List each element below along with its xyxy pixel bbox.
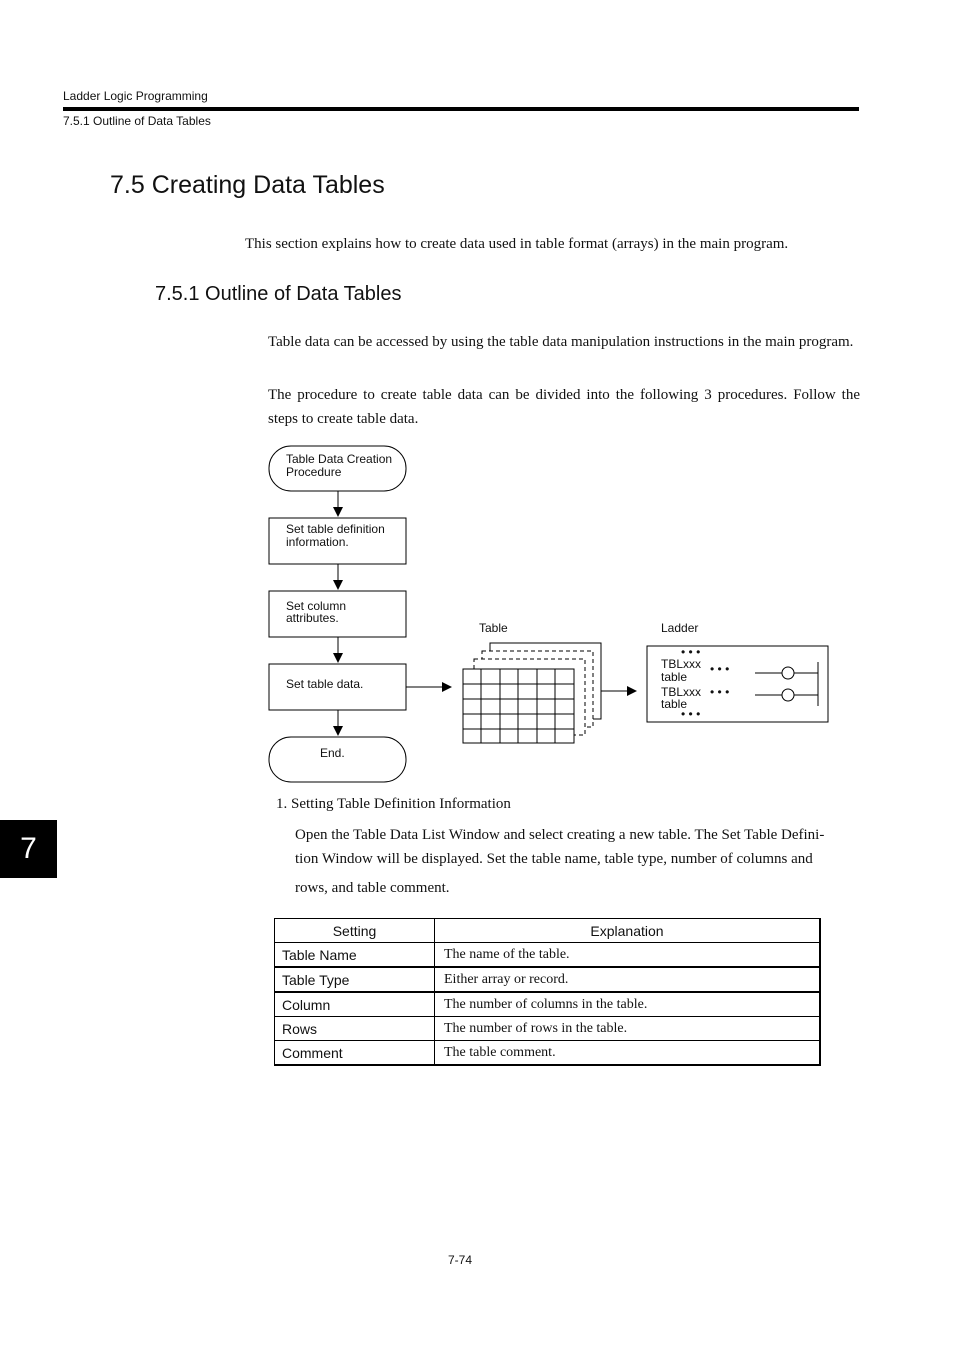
ladder-ellipsis-top: • • • bbox=[681, 645, 701, 659]
ladder-item-bottom-line2: table bbox=[661, 697, 688, 711]
step1-label-line1: Set table definition bbox=[286, 522, 385, 536]
table-row bbox=[275, 992, 821, 1017]
step2-label-line1: Set column bbox=[286, 599, 347, 613]
step2-label-line2: attributes. bbox=[286, 611, 339, 625]
ladder-ellipsis-mid-bottom: • • • bbox=[710, 685, 730, 699]
ladder-item-bottom-line1: TBLxxx bbox=[661, 685, 702, 699]
running-header-section: 7.5.1 Outline of Data Tables bbox=[63, 114, 211, 128]
header-setting: Setting bbox=[275, 919, 435, 943]
intro-paragraph: This section explains how to create data used in table format (arrays) in the main program. bbox=[245, 236, 789, 252]
table-row bbox=[275, 1041, 821, 1066]
subsection-title: 7.5.1 Outline of Data Tables bbox=[155, 283, 402, 305]
step-body bbox=[295, 823, 860, 900]
ladder-item-top-line2: table bbox=[661, 670, 688, 684]
page-number: 7-74 bbox=[447, 1253, 473, 1267]
step-body-line-1: Open the Table Data List Window and select creating a new table. The Set Table Defini- bbox=[295, 827, 825, 843]
setting-cell: Rows bbox=[275, 1017, 435, 1041]
paragraph-2: The procedure to create table data can be divided into the following 3 procedures. Follow the steps to create table data. bbox=[268, 387, 860, 427]
step-heading: 1. Setting Table Definition Information bbox=[276, 796, 511, 812]
settings-table bbox=[274, 918, 821, 1066]
table-label: Table bbox=[479, 621, 508, 635]
ladder-item-top-line1: TBLxxx bbox=[661, 657, 702, 671]
step-body-line-3: rows, and table comment. bbox=[295, 880, 450, 896]
table-row bbox=[275, 943, 821, 968]
setting-cell: Table Type bbox=[275, 967, 435, 992]
explanation-cell: The name of the table. bbox=[435, 943, 821, 968]
ladder-label: Ladder bbox=[661, 621, 699, 635]
explanation-cell: The table comment. bbox=[435, 1041, 821, 1066]
step-body-line-2: tion Window will be displayed. Set the table name, table type, number of columns and bbox=[295, 851, 813, 867]
header-explanation: Explanation bbox=[435, 919, 821, 943]
explanation-cell: Either array or record. bbox=[435, 967, 821, 992]
start-label-line1: Table Data Creation bbox=[286, 452, 393, 466]
chapter-tab: 7 bbox=[0, 820, 57, 878]
setting-cell: Table Name bbox=[275, 943, 435, 968]
setting-cell: Comment bbox=[275, 1041, 435, 1066]
table-header-row bbox=[275, 919, 821, 943]
end-label: End. bbox=[320, 746, 345, 760]
start-label-line2: Procedure bbox=[286, 465, 342, 479]
setting-cell: Column bbox=[275, 992, 435, 1017]
table-stack-icon bbox=[463, 643, 601, 743]
table-row bbox=[275, 967, 821, 992]
explanation-cell: The number of columns in the table. bbox=[435, 992, 821, 1017]
paragraph-1: Table data can be accessed by using the table data manipulation instructions in the main program. bbox=[268, 334, 854, 350]
section-title: 7.5 Creating Data Tables bbox=[110, 171, 385, 199]
table-row bbox=[275, 1017, 821, 1041]
step3-label: Set table data. bbox=[286, 677, 364, 691]
step1-label-line2: information. bbox=[286, 535, 349, 549]
ladder-ellipsis-bottom: • • • bbox=[681, 707, 701, 721]
ladder-ellipsis-mid-top: • • • bbox=[710, 662, 730, 676]
explanation-cell: The number of rows in the table. bbox=[435, 1017, 821, 1041]
running-header-chapter: Ladder Logic Programming bbox=[63, 89, 208, 103]
